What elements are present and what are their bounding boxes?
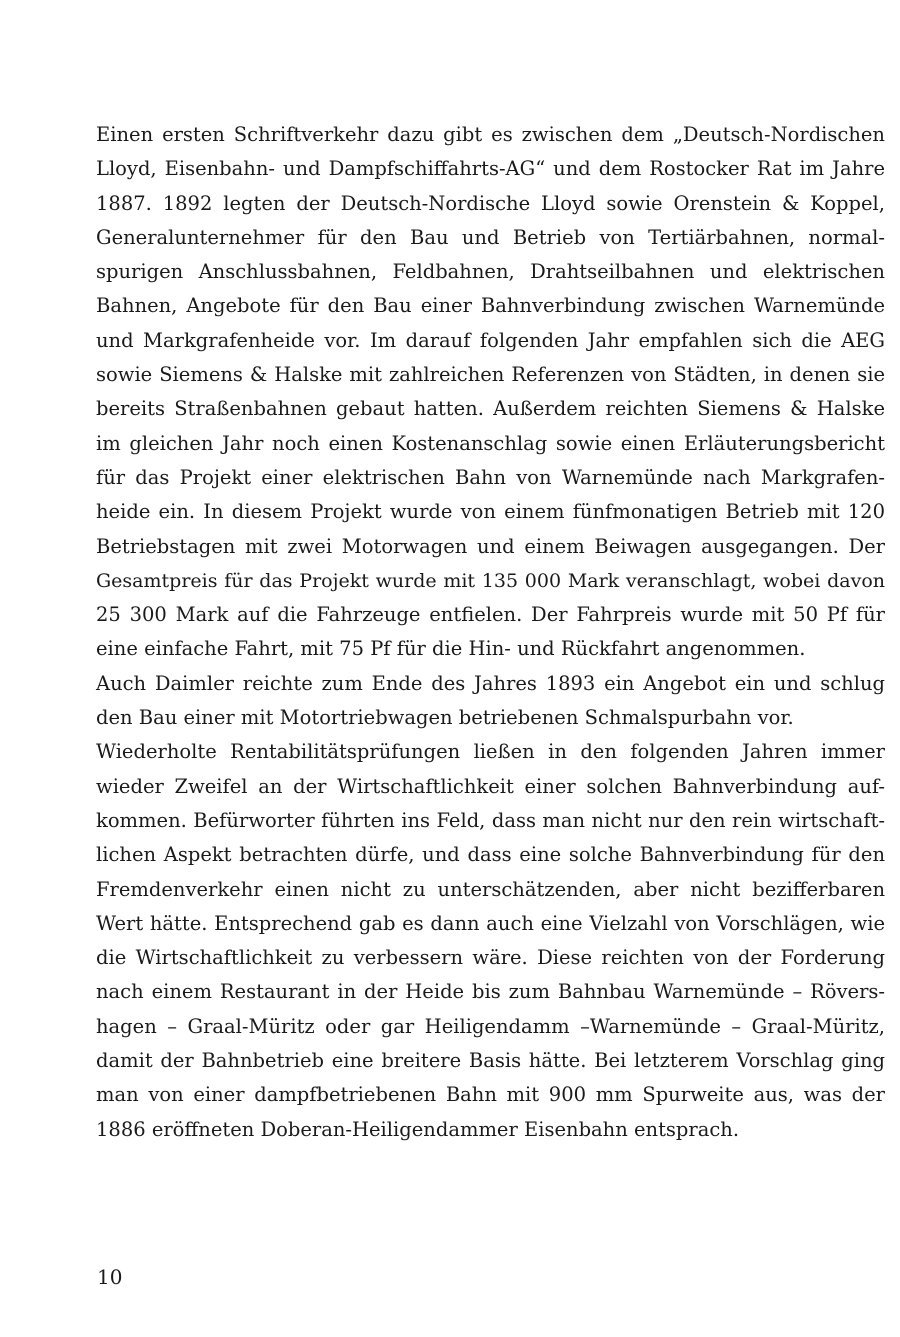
text-line: bereits Straßenbahnen gebaut hatten. Außerdem reichten Siemens & Halske (96, 397, 885, 421)
text-line: Wiederholte Rentabilitätsprüfungen ließen in den folgenden Jahren immer (96, 740, 885, 764)
text-line: heide ein. In diesem Projekt wurde von einem fünfmonatigen Betrieb mit 120 (96, 500, 885, 524)
text-line: Einen ersten Schriftverkehr dazu gibt es zwischen dem „Deutsch-Nordischen (96, 123, 885, 146)
text-line: wieder Zweifel an der Wirtschaftlichkeit einer solchen Bahnverbindung auf- (96, 774, 885, 798)
text-line: im gleichen Jahr noch einen Kostenanschlag sowie einen Erläuterungsbericht (96, 431, 885, 455)
text-line: Auch Daimler reichte zum Ende des Jahres 1893 ein Angebot ein und schlug (96, 671, 885, 695)
text-line: für das Projekt einer elektrischen Bahn von Warnemünde nach Markgrafen- (96, 465, 885, 489)
text-line: sowie Siemens & Halske mit zahlreichen Referenzen von Städten, in denen sie (96, 363, 885, 387)
text-line: 1887. 1892 legten der Deutsch-Nordische Lloyd sowie Orenstein & Koppel, (96, 191, 885, 215)
text-line: spurigen Anschlussbahnen, Feldbahnen, Drahtseilbahnen und elektrischen (96, 260, 885, 284)
text-line: Gesamtpreis für das Projekt wurde mit 135 000 Mark veranschlagt, wobei davon (96, 569, 885, 592)
text-line: Lloyd, Eisenbahn- und Dampfschiffahrts-AG“ und dem Rostocker Rat im Jahre (96, 157, 885, 181)
paragraph (96, 118, 885, 667)
text-line: Wert hätte. Entsprechend gab es dann auch eine Vielzahl von Vorschlägen, wie (96, 911, 885, 935)
paragraph (96, 667, 885, 736)
text-line: und Markgrafenheide vor. Im darauf folgenden Jahr empfahlen sich die AEG (96, 328, 885, 352)
text-line: damit der Bahnbetrieb eine breitere Basis hätte. Bei letzterem Vorschlag ging (96, 1049, 885, 1073)
text-line: kommen. Befürworter führten ins Feld, dass man nicht nur den rein wirtschaft- (96, 808, 885, 832)
text-line: Bahnen, Angebote für den Bau einer Bahnverbindung zwischen Warnemünde (96, 294, 885, 318)
paragraph (96, 735, 885, 1147)
text-line: die Wirtschaftlichkeit zu verbessern wäre. Diese reichten von der Forderung (96, 946, 885, 970)
text-line: 25 300 Mark auf die Fahrzeuge entfielen. Der Fahrpreis wurde mit 50 Pf für (96, 603, 885, 627)
text-line: Generalunternehmer für den Bau und Betrieb von Tertiärbahnen, normal- (96, 225, 885, 249)
text-line: Fremdenverkehr einen nicht zu unterschätzenden, aber nicht bezifferbaren (96, 877, 885, 901)
text-line: man von einer dampfbetriebenen Bahn mit 900 mm Spurweite aus, was der (96, 1083, 885, 1107)
text-line: 1886 eröffneten Doberan-Heiligendammer Eisenbahn entsprach. (96, 1117, 740, 1141)
body-text (96, 118, 885, 1147)
text-line: hagen – Graal-Müritz oder gar Heiligendamm –Warnemünde – Graal-Müritz, (96, 1014, 885, 1038)
text-line: lichen Aspekt betrachten dürfe, und dass eine solche Bahnverbindung für den (96, 843, 885, 867)
text-line: nach einem Restaurant in der Heide bis zum Bahnbau Warnemünde – Rövers- (96, 980, 885, 1004)
text-line: den Bau einer mit Motortriebwagen betriebenen Schmalspurbahn vor. (96, 706, 794, 730)
text-line: eine einfache Fahrt, mit 75 Pf für die Hin- und Rückfahrt angenommen. (96, 637, 806, 661)
text-line: Betriebstagen mit zwei Motorwagen und einem Beiwagen ausgegangen. Der (96, 534, 885, 558)
page-number: 10 (97, 1265, 123, 1289)
